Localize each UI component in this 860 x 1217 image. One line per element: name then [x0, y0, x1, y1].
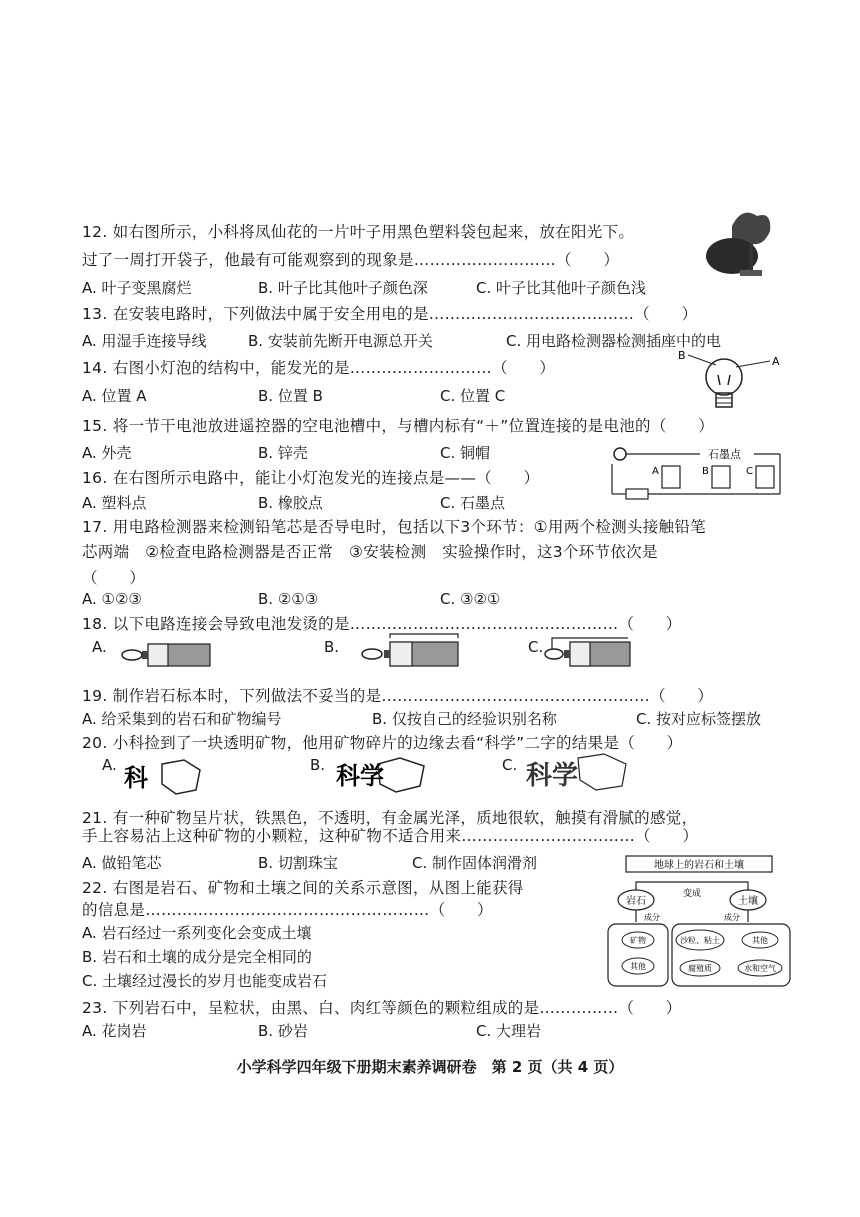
- q19-option-a[interactable]: A. 给采集到的岩石和矿物编号: [82, 710, 282, 728]
- q22-option-b[interactable]: B. 岩石和土壤的成分是完全相同的: [82, 948, 312, 966]
- page-footer: 小学科学四年级下册期末素养调研卷 第 2 页（共 4 页）: [236, 1058, 624, 1076]
- mineral-view-a: [122, 756, 206, 798]
- q23-stem: 23. 下列岩石中，呈粒状，由黑、白、肉红等颜色的颗粒组成的是……………（ ）: [82, 999, 682, 1017]
- q22-option-c[interactable]: C. 土壤经过漫长的岁月也能变成岩石: [82, 972, 328, 990]
- light-bulb-figure: [676, 345, 786, 415]
- q14-option-b[interactable]: B. 位置 B: [258, 387, 323, 405]
- q15-option-a[interactable]: A. 外壳: [82, 444, 132, 462]
- q12-option-a[interactable]: A. 叶子变黑腐烂: [82, 279, 192, 297]
- q12-option-c[interactable]: C. 叶子比其他叶子颜色浅: [476, 279, 647, 297]
- q17-stem-line2: 芯两端 ②检查电路检测器是否正常 ③安装检测 实验操作时，这3个环节依次是: [82, 543, 658, 561]
- q13-stem: 13. 在安装电路时，下列做法中属于安全用电的是…………………………………（ ）: [82, 305, 698, 323]
- circuit-label-c: C: [746, 466, 753, 477]
- diagram-other1: 其他: [630, 962, 646, 971]
- q15-stem: 15. 将一节干电池放进遥控器的空电池槽中，与槽内标有“＋”位置连接的是电池的（ ）: [82, 417, 715, 435]
- diagram-rock: 岩石: [626, 896, 646, 907]
- q21-stem-line1: 21. 有一种矿物呈片状，铁黑色，不透明，有金属光泽，质地很软，触摸有滑腻的感觉，: [82, 809, 698, 827]
- q22-option-a[interactable]: A. 岩石经过一系列变化会变成土壤: [82, 924, 312, 942]
- q20-option-a[interactable]: A.: [102, 756, 117, 774]
- q17-stem-line3: （ ）: [82, 569, 146, 587]
- battery-c-figure: [542, 632, 638, 674]
- q13-option-c[interactable]: C. 用电路检测器检测插座中的电: [506, 332, 722, 350]
- q23-option-a[interactable]: A. 花岗岩: [82, 1022, 147, 1040]
- q23-option-b[interactable]: B. 砂岩: [258, 1022, 308, 1040]
- q20-option-c[interactable]: C.: [502, 756, 518, 774]
- diagram-water-air: 水和空气: [744, 964, 776, 973]
- q22-stem-line2: 的信息是………………………………………………（ ）: [82, 901, 493, 919]
- q18-option-b[interactable]: B.: [324, 638, 340, 656]
- bulb-label-b: B: [678, 349, 686, 362]
- q12-stem-line2: 过了一周打开袋子，他最有可能观察到的现象是………………………（ ）: [82, 251, 620, 269]
- plant-bag-figure: [702, 206, 782, 281]
- q16-option-c[interactable]: C. 石墨点: [440, 494, 506, 512]
- q14-option-a[interactable]: A. 位置 A: [82, 387, 147, 405]
- q13-option-b[interactable]: B. 安装前先断开电源总开关: [248, 332, 433, 350]
- diagram-mineral: 矿物: [630, 936, 646, 945]
- diagram-change: 变成: [682, 889, 702, 899]
- q18-stem: 18. 以下电路连接会导致电池发烫的是……………………………………………（ ）: [82, 615, 682, 633]
- q21-option-b[interactable]: B. 切割珠宝: [258, 854, 338, 872]
- q12-option-b[interactable]: B. 叶子比其他叶子颜色深: [258, 279, 428, 297]
- q21-option-a[interactable]: A. 做铅笔芯: [82, 854, 162, 872]
- view-a-text: 科: [124, 764, 148, 792]
- q16-stem: 16. 在右图所示电路中，能让小灯泡发光的连接点是——（ ）: [82, 469, 540, 487]
- battery-a-figure: [118, 640, 214, 672]
- q14-option-c[interactable]: C. 位置 C: [440, 387, 506, 405]
- q21-option-c[interactable]: C. 制作固体润滑剂: [412, 854, 538, 872]
- battery-b-figure: [352, 632, 464, 674]
- q19-stem: 19. 制作岩石标本时，下列做法不妥当的是……………………………………………（ ）: [82, 687, 714, 705]
- view-c-text: 科学: [526, 761, 579, 791]
- q20-stem: 20. 小科捡到了一块透明矿物，他用矿物碎片的边缘去看“科学”二字的结果是（ ）: [82, 734, 683, 752]
- q12-stem-line1: 12. 如右图所示，小科将凤仙花的一片叶子用黑色塑料袋包起来，放在阳光下。: [82, 223, 635, 241]
- circuit-label-b: B: [702, 466, 709, 477]
- circuit-figure: [604, 442, 788, 504]
- mineral-view-b: [334, 754, 434, 796]
- diagram-soil: 土壤: [738, 896, 758, 907]
- q18-option-a[interactable]: A.: [92, 638, 107, 656]
- q15-option-b[interactable]: B. 锌壳: [258, 444, 308, 462]
- q17-stem-line1: 17. 用电路检测器来检测铅笔芯是否导电时，包括以下3个环节：①用两个检测头接触铅笔: [82, 518, 706, 536]
- q18-option-c[interactable]: C.: [528, 638, 544, 656]
- q17-option-c[interactable]: C. ③②①: [440, 590, 501, 608]
- diagram-sand: 沙粒、粘土: [680, 936, 720, 945]
- graphite-point-label: 石墨点: [708, 448, 741, 461]
- diagram-other2: 其他: [752, 936, 768, 945]
- q16-option-b[interactable]: B. 橡胶点: [258, 494, 323, 512]
- q17-option-b[interactable]: B. ②①③: [258, 590, 319, 608]
- q16-option-a[interactable]: A. 塑料点: [82, 494, 147, 512]
- rock-soil-diagram: [604, 852, 794, 992]
- q20-option-b[interactable]: B.: [310, 756, 326, 774]
- q23-option-c[interactable]: C. 大理岩: [476, 1022, 542, 1040]
- q19-option-b[interactable]: B. 仅按自己的经验识别名称: [372, 710, 557, 728]
- mineral-view-c: [522, 750, 632, 796]
- diagram-title: 地球上的岩石和土壤: [654, 860, 744, 871]
- diagram-humus: 腐殖质: [688, 964, 712, 973]
- view-b-text: 科学: [336, 762, 384, 790]
- q19-option-c[interactable]: C. 按对应标签摆放: [636, 710, 762, 728]
- q22-stem-line1: 22. 右图是岩石、矿物和土壤之间的关系示意图，从图上能获得: [82, 879, 524, 897]
- q14-stem: 14. 右图小灯泡的结构中，能发光的是………………………（ ）: [82, 359, 556, 377]
- circuit-label-a: A: [652, 466, 659, 477]
- q17-option-a[interactable]: A. ①②③: [82, 590, 142, 608]
- diagram-comp1: 成分: [644, 913, 660, 922]
- bulb-label-a: A: [772, 355, 780, 368]
- q13-option-a[interactable]: A. 用湿手连接导线: [82, 332, 207, 350]
- q21-stem-line2: 手上容易沾上这种矿物的小颗粒，这种矿物不适合用来……………………………（ ）: [82, 827, 699, 845]
- diagram-comp2: 成分: [724, 913, 740, 922]
- q15-option-c[interactable]: C. 铜帽: [440, 444, 491, 462]
